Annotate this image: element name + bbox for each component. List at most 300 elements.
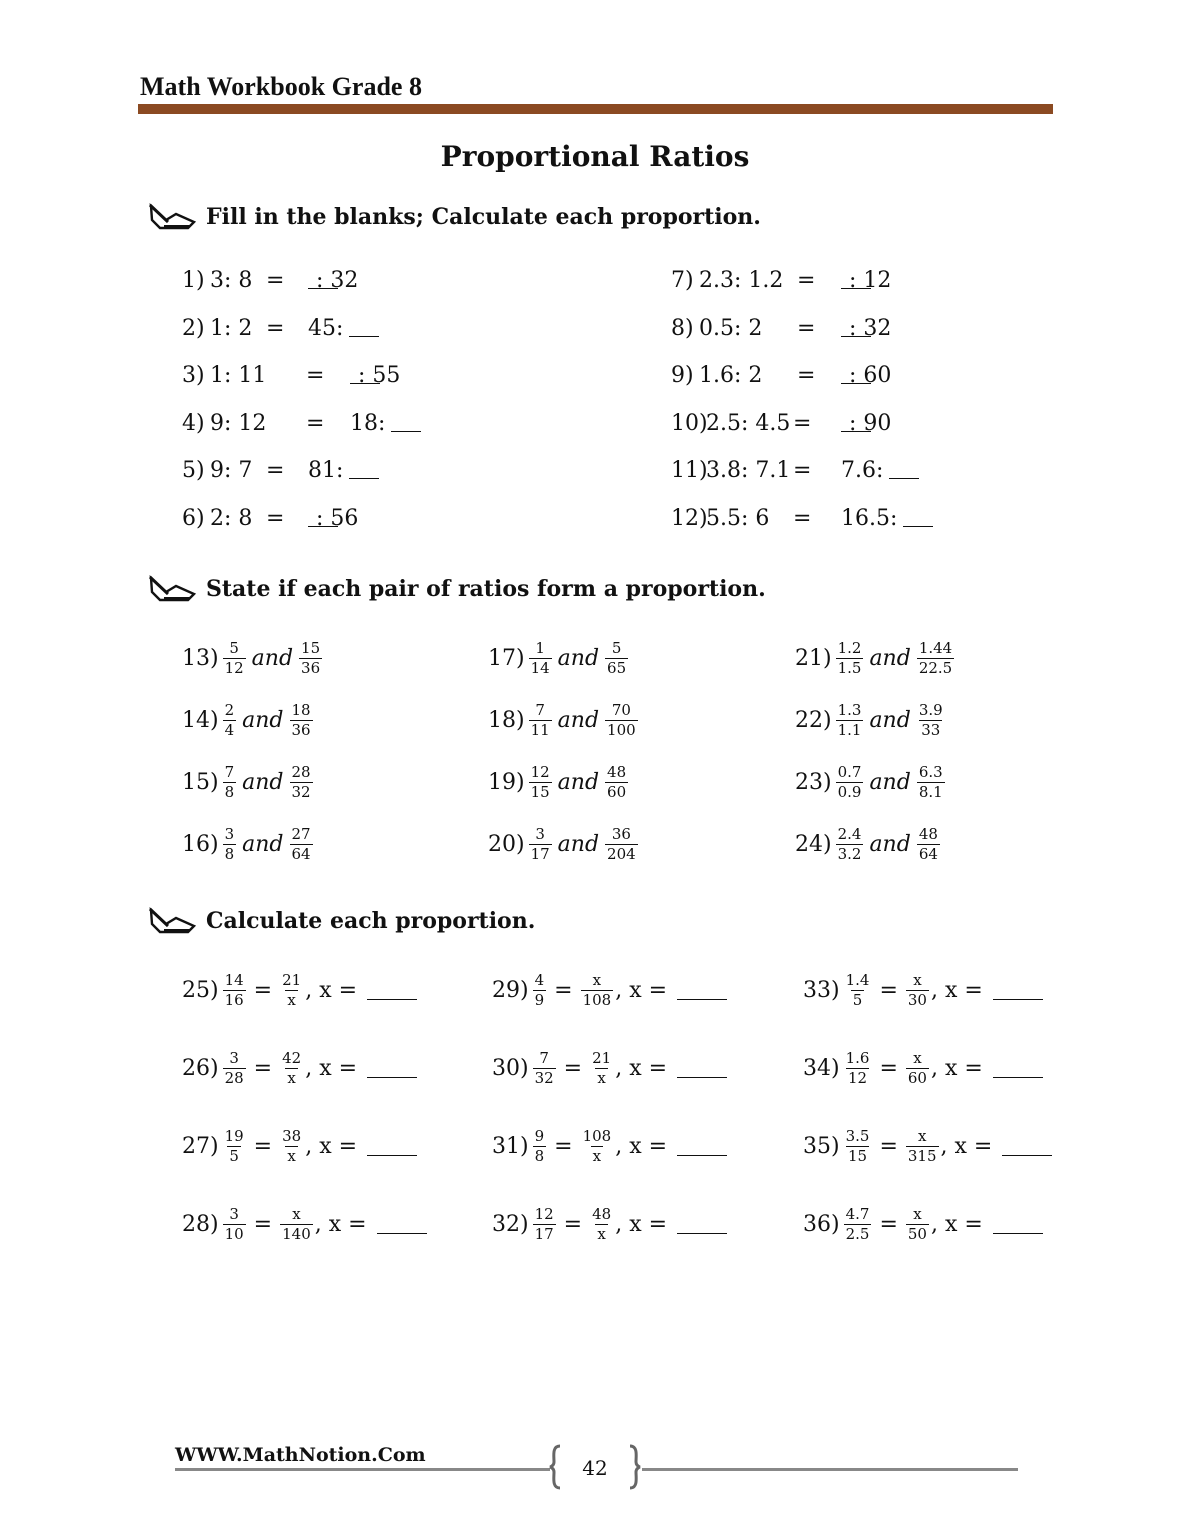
answer-blank [841,411,871,432]
answer-slot [350,411,385,436]
numerator: 3.9 [918,701,943,719]
ratio: 2.3: 1.2 [699,268,784,293]
problem-number: 2) [182,315,205,341]
denominator: x [597,1069,606,1087]
problem-number: 16) [182,832,219,857]
numerator: 4.7 [845,1205,870,1223]
proportion-equation [803,1206,1043,1243]
numerator: 38 [282,1127,302,1145]
denominator: 64 [291,845,311,863]
answer-blank [349,458,379,479]
answer-blank [677,1137,727,1156]
problem-number: 17) [488,646,525,671]
ratio: 1: 2 [210,315,253,341]
page-title: Proportional Ratios [440,140,750,173]
fraction-b [605,702,638,739]
proportion-equation [492,1050,727,1087]
equals: = [253,1212,273,1237]
numerator: x [292,1205,301,1223]
answer-blank [677,1059,727,1078]
variable-label: , x = [930,978,983,1003]
numerator: x [913,971,922,989]
problem-number: 19) [488,770,525,795]
ratio-pair [488,826,640,863]
denominator: 28 [224,1069,244,1087]
ratio-right: : 55 [358,363,401,389]
proportion-equation [182,1128,417,1165]
problem-number: 21) [795,646,832,671]
denominator: 22.5 [918,659,953,677]
answer-blank [993,1215,1043,1234]
numerator: 42 [282,1049,302,1067]
problem-number: 34) [803,1056,840,1081]
equals: = [797,363,816,389]
problem-number: 31) [492,1134,529,1159]
problem-number: 28) [182,1212,219,1237]
answer-blank [677,1215,727,1234]
equals: = [266,268,285,293]
fraction-left [223,1206,246,1243]
variable-label: , x = [615,1056,668,1081]
ratio: 0.5: 2 [699,315,763,341]
denominator: 32 [291,783,311,801]
fraction-a [836,702,864,739]
equals: = [879,1212,898,1237]
problem-number: 3) [182,363,205,389]
numerator: 27 [291,825,311,843]
footer-bracket-left [548,1444,564,1490]
numerator: 2 [224,701,235,719]
denominator: 108 [582,991,612,1009]
denominator: 8 [224,845,235,863]
section-1-heading [148,200,761,234]
numerator: 1.3 [837,701,862,719]
fraction-left [844,972,872,1009]
fraction-b [290,826,313,863]
numerator: 7 [539,1049,549,1067]
answer-slot [841,411,891,436]
fraction-a [223,826,237,863]
denominator: x [287,1069,296,1087]
connector: and [251,646,294,671]
denominator: 3.2 [837,845,862,863]
answer-blank [841,363,871,384]
numerator: 1.4 [845,971,870,989]
answer-blank [993,1059,1043,1078]
fraction-left [844,1206,872,1243]
denominator: 5 [852,991,863,1009]
numerator: 14 [224,971,244,989]
answer-slot [308,316,343,341]
answer-blank [841,268,871,289]
ratio-right: : 12 [849,268,892,293]
answer-blank [308,268,338,289]
denominator: 32 [534,1069,554,1087]
fraction-left [844,1128,872,1165]
problem-number: 6) [182,506,205,531]
problem-number: 4) [182,410,205,436]
variable-label: , x = [314,1212,367,1237]
equals: = [253,978,273,1003]
pencil-hand-icon [148,574,200,604]
ratio-right: : 32 [849,315,892,341]
proportion-equation [803,1050,1043,1087]
answer-blank [889,458,919,479]
denominator: 64 [918,845,938,863]
answer-slot [308,268,358,293]
footer-divider-right [642,1468,1018,1471]
answer-slot [841,363,891,388]
answer-blank [367,1137,417,1156]
ratio-pair [488,640,630,677]
equals: = [306,410,325,436]
fraction-a [223,702,237,739]
numerator: 6.3 [918,763,943,781]
numerator: 1 [535,639,545,657]
fraction-left [223,1050,246,1087]
problem-number: 23) [795,770,832,795]
numerator: 48 [592,1205,612,1223]
numerator: x [592,971,602,989]
denominator: 9 [534,991,545,1009]
fraction-b [290,764,313,801]
fraction-a [529,764,552,801]
numerator: 5 [229,639,239,657]
fraction-b [290,702,313,739]
denominator: 8 [534,1147,545,1165]
numerator: 48 [607,763,627,781]
problem-number: 25) [182,978,219,1003]
denominator: 36 [301,659,321,677]
denominator: 60 [607,783,627,801]
denominator: 36 [291,721,311,739]
fraction-b [917,640,954,677]
denominator: 204 [607,845,636,863]
ratio: 5.5: 6 [706,506,770,531]
denominator: 30 [907,991,927,1009]
pencil-hand-icon [148,906,200,936]
numerator: 0.7 [837,763,862,781]
fraction-right [906,1050,929,1087]
page-number: 42 [582,1456,608,1480]
denominator: 33 [921,721,941,739]
fraction-b [605,640,628,677]
fraction-b [917,764,945,801]
equals: = [797,268,816,293]
ratio-left: 45: [308,315,344,341]
footer-divider-left [175,1468,550,1471]
fraction-right [280,1206,313,1243]
answer-slot [841,506,897,531]
ratio-right: : 56 [316,506,359,531]
ratio-right: : 32 [316,268,359,293]
numerator: 18 [291,701,311,719]
section-2-heading [148,572,766,606]
connector: and [557,646,600,671]
problem-number: 36) [803,1212,840,1237]
answer-blank [903,506,933,527]
denominator: 17 [534,1225,554,1243]
denominator: 60 [907,1069,927,1087]
ratio-pair [795,640,956,677]
numerator: 1.2 [837,639,862,657]
fraction-right [906,1206,929,1243]
equals: = [253,1134,273,1159]
ratio-left: 18: [350,410,386,436]
equals: = [793,410,812,436]
ratio: 1: 11 [210,363,267,389]
ratio-pair [795,764,947,801]
ratio: 2: 8 [210,506,253,531]
fraction-a [529,702,552,739]
numerator: 9 [534,1127,545,1145]
fraction-left [533,1206,556,1243]
denominator: 4 [224,721,235,739]
equals: = [266,506,285,531]
problem-number: 10) [671,410,708,436]
denominator: 8.1 [918,783,943,801]
connector: and [869,708,911,733]
equals: = [306,363,325,389]
equals: = [793,506,812,531]
variable-label: , x = [305,1056,358,1081]
proportion-equation [182,1206,427,1243]
answer-slot [350,363,400,388]
denominator: 16 [224,991,244,1009]
denominator: x [592,1147,602,1165]
ratio: 9: 12 [210,410,267,436]
connector: and [242,770,284,795]
proportion-equation [182,1050,417,1087]
problem-number: 13) [182,646,219,671]
numerator: 3 [535,825,545,843]
denominator: 2.5 [845,1225,870,1243]
ratio: 9: 7 [210,458,253,484]
numerator: 5 [611,639,622,657]
connector: and [557,832,600,857]
header-title: Math Workbook Grade 8 [140,72,422,101]
denominator: 15 [530,783,550,801]
fraction-left [533,1128,547,1165]
denominator: 8 [224,783,235,801]
denominator: 14 [530,659,550,677]
numerator: 70 [611,701,631,719]
fraction-a [529,640,552,677]
answer-slot [308,506,358,531]
denominator: 65 [607,659,627,677]
answer-blank [841,316,871,337]
ratio-pair [795,702,947,739]
answer-blank [677,981,727,1000]
problem-number: 5) [182,458,205,484]
equals: = [266,458,285,484]
fraction-right [906,972,929,1009]
denominator: 12 [847,1069,868,1087]
section-3-heading [148,904,535,938]
fraction-right [280,1050,303,1087]
numerator: 12 [534,1205,554,1223]
denominator: 0.9 [837,783,862,801]
fraction-right [590,1206,613,1243]
denominator: 100 [607,721,636,739]
fraction-right [581,972,614,1009]
fraction-a [836,764,864,801]
answer-slot [841,268,891,293]
proportion-equation [803,972,1043,1009]
problem-number: 26) [182,1056,219,1081]
fraction-right [906,1128,939,1165]
fraction-a [223,640,246,677]
ratio-left: 7.6: [841,458,884,484]
denominator: 15 [847,1147,868,1165]
ratio-pair [488,702,640,739]
variable-label: , x = [930,1056,983,1081]
fraction-a [836,640,864,677]
equals: = [563,1212,583,1237]
fraction-b [605,764,628,801]
proportion-equation [182,972,417,1009]
answer-blank [308,506,338,527]
problem-number: 35) [803,1134,840,1159]
numerator: 21 [282,971,302,989]
equals: = [554,1134,573,1159]
fraction-b [917,826,940,863]
fraction-right [280,972,303,1009]
numerator: 48 [918,825,938,843]
problem-number: 30) [492,1056,529,1081]
ratio-pair [182,764,315,801]
answer-slot [308,458,343,483]
connector: and [557,770,600,795]
ratio: 2.5: 4.5 [706,410,791,436]
answer-blank [1002,1137,1052,1156]
header-rule [138,104,1053,114]
equals: = [563,1056,583,1081]
answer-blank [367,981,417,1000]
problem-number: 22) [795,708,832,733]
numerator: 3 [224,825,235,843]
problem-number: 27) [182,1134,219,1159]
numerator: 3 [229,1049,239,1067]
ratio-left: 81: [308,458,344,484]
numerator: 108 [582,1127,612,1145]
numerator: x [917,1127,927,1145]
connector: and [242,832,284,857]
numerator: 7 [224,763,235,781]
footer-bracket-right [626,1444,642,1490]
answer-slot [841,458,883,483]
denominator: 315 [907,1147,937,1165]
fraction-a [836,826,864,863]
proportion-equation [492,1206,727,1243]
equals: = [554,978,573,1003]
ratio-pair [795,826,942,863]
ratio: 3.8: 7.1 [706,458,791,484]
footer-site: WWW.MathNotion.Com [175,1444,426,1466]
connector: and [869,770,911,795]
denominator: x [287,991,296,1009]
ratio: 3: 8 [210,268,253,293]
variable-label: , x = [930,1212,983,1237]
problem-number: 7) [671,268,694,293]
ratio-right: : 60 [849,363,892,389]
answer-slot [841,316,891,341]
denominator: 50 [907,1225,927,1243]
fraction-right [590,1050,613,1087]
pencil-hand-icon [148,202,200,232]
numerator: 28 [291,763,311,781]
problem-number: 18) [488,708,525,733]
numerator: 3 [229,1205,239,1223]
section-3-label: Calculate each proportion. [206,908,536,934]
equals: = [879,978,898,1003]
denominator: x [287,1147,296,1165]
ratio-pair [488,764,630,801]
variable-label: , x = [615,978,668,1003]
section-1-label: Fill in the blanks; Calculate each proportion. [206,204,761,230]
fraction-left [533,1050,556,1087]
answer-blank [391,411,421,432]
problem-number: 1) [182,268,205,293]
connector: and [869,646,911,671]
numerator: x [913,1205,922,1223]
equals: = [797,315,816,341]
equals: = [253,1056,273,1081]
denominator: x [597,1225,606,1243]
ratio-pair [182,826,315,863]
fraction-right [581,1128,614,1165]
connector: and [557,708,600,733]
problem-number: 24) [795,832,832,857]
numerator: 2.4 [837,825,862,843]
denominator: 1.1 [837,721,862,739]
fraction-right [280,1128,303,1165]
ratio-right: : 90 [849,410,892,436]
problem-number: 8) [671,315,694,341]
numerator: 3.5 [845,1127,870,1145]
problem-number: 32) [492,1212,529,1237]
fraction-b [605,826,638,863]
ratio-pair [182,640,324,677]
variable-label: , x = [305,978,358,1003]
denominator: 10 [224,1225,244,1243]
fraction-left [223,972,246,1009]
denominator: 12 [224,659,244,677]
fraction-b [299,640,322,677]
problem-number: 33) [803,978,840,1003]
fraction-a [529,826,552,863]
denominator: 17 [530,845,550,863]
proportion-equation [803,1128,1052,1165]
denominator: 11 [530,721,550,739]
numerator: x [913,1049,922,1067]
connector: and [869,832,911,857]
variable-label: , x = [940,1134,993,1159]
ratio-pair [182,702,315,739]
equals: = [266,315,285,341]
answer-blank [377,1215,427,1234]
variable-label: , x = [615,1134,668,1159]
proportion-equation [492,1128,727,1165]
numerator: 4 [534,971,545,989]
numerator: 15 [301,639,321,657]
denominator: 140 [282,1225,311,1243]
problem-number: 29) [492,978,529,1003]
numerator: 12 [530,763,550,781]
equals: = [879,1056,898,1081]
problem-number: 14) [182,708,219,733]
numerator: 1.6 [845,1049,870,1067]
